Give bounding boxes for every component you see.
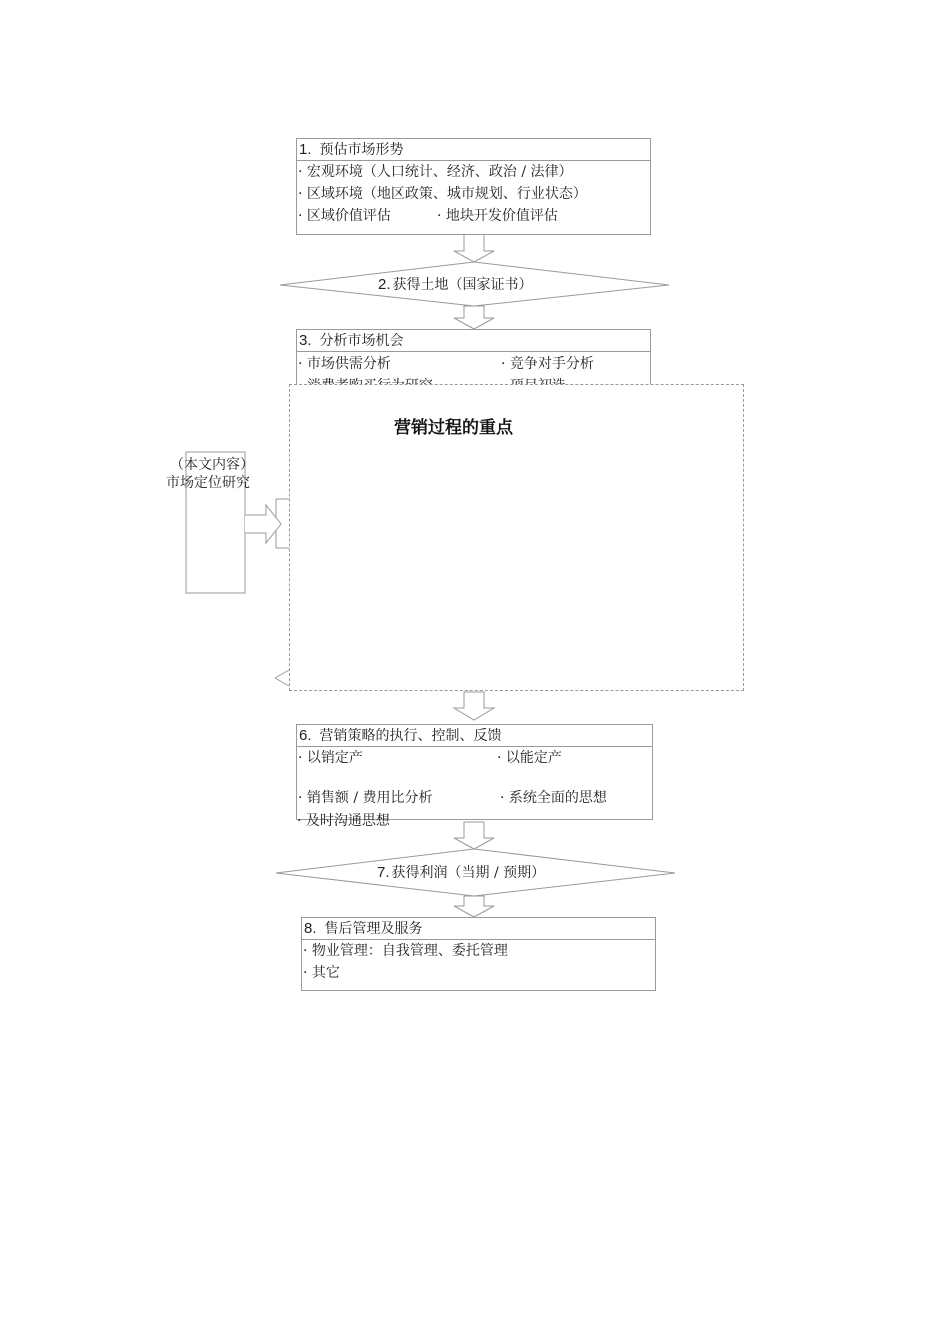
step-1-line-1: · 宏观环境（人口统计、经济、政治 / 法律）	[298, 164, 573, 180]
down-arrow-1	[454, 234, 494, 262]
hidden-edge-hint	[275, 670, 289, 686]
step-7-number: 7.	[377, 864, 390, 881]
step-1-line-3-left: · 区域价值评估	[298, 208, 391, 224]
step-1-number: 1.	[299, 141, 312, 158]
step-1-title	[297, 139, 650, 161]
step-8-title-text: 售后管理及服务	[324, 921, 423, 937]
step-7-diamond	[377, 863, 545, 883]
step-6-line-1-left: · 以销定产	[298, 750, 363, 766]
step-8-title	[302, 918, 655, 940]
step-2-diamond	[378, 275, 533, 295]
down-arrow-7	[454, 896, 494, 917]
side-note-line-1: （本文内容）	[170, 457, 254, 473]
step-6-box	[296, 724, 653, 820]
marketing-focus-panel	[289, 384, 744, 691]
down-arrow-5	[454, 692, 494, 720]
step-6-number: 6.	[299, 727, 312, 744]
step-1-box	[296, 138, 651, 235]
step-1-line-3-right: · 地块开发价值评估	[437, 208, 558, 224]
step-6-line-2-left: · 销售额 / 费用比分析	[298, 790, 433, 806]
step-2-label: 获得土地（国家证书）	[392, 277, 533, 293]
step-8-box	[301, 917, 656, 991]
step-8-number: 8.	[304, 920, 317, 937]
step-7-label: 获得利润（当期 / 预期）	[391, 865, 546, 881]
step-8-line-2: · 其它	[303, 965, 340, 981]
step-6-title-text: 营销策略的执行、控制、反馈	[319, 728, 502, 744]
step-3-title-text: 分析市场机会	[319, 333, 404, 349]
step-1-title-text: 预估市场形势	[319, 142, 404, 158]
step-1-line-2: · 区域环境（地区政策、城市规划、行业状态）	[298, 186, 587, 202]
step-6-title	[297, 725, 652, 747]
step-6-line-1-right: · 以能定产	[497, 750, 562, 766]
marketing-focus-title: 营销过程的重点	[394, 418, 513, 438]
step-6-line-2-right: · 系统全面的思想	[500, 790, 607, 806]
down-arrow-2	[454, 306, 494, 329]
step-6-line-3-left: · 及时沟通思想	[297, 813, 390, 829]
step-2-number: 2.	[378, 276, 391, 293]
step-3-line-1-right: · 竞争对手分析	[501, 356, 594, 372]
step-3-number: 3.	[299, 332, 312, 349]
step-3-line-1-left: · 市场供需分析	[298, 356, 391, 372]
step-8-line-1: · 物业管理：自我管理、委托管理	[303, 943, 508, 959]
side-note-line-2: 市场定位研究	[166, 475, 250, 491]
step-3-title	[297, 330, 650, 352]
down-arrow-6	[454, 822, 494, 849]
